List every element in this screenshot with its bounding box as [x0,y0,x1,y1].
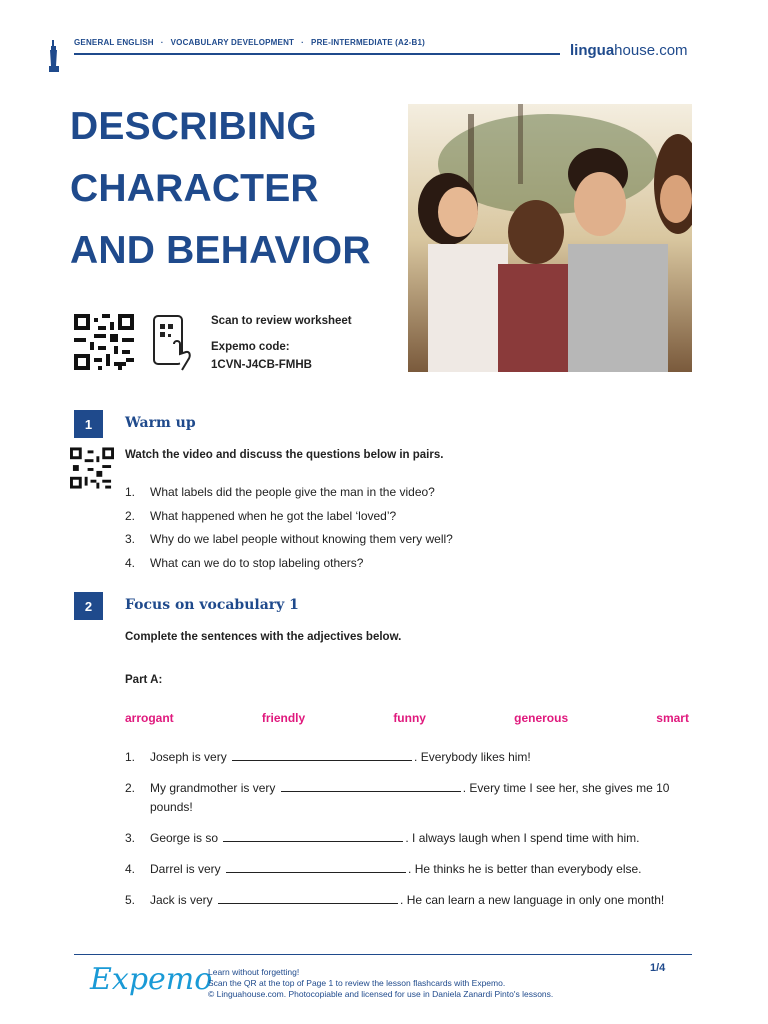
list-item: 2. My grandmother is very . Every time I see her, she gives me 10 pounds! [125,781,670,814]
scan-label: Scan to review worksheet [211,315,352,327]
word-bank-item: friendly [261,711,306,725]
section-2-number: 2 [74,592,103,620]
list-item: 5. Jack is very . He can learn a new language in only one month! [125,893,665,907]
expemo-logo[interactable]: Expemo [90,962,213,997]
section-2-title: Focus on vocabulary 1 [125,597,299,613]
expemo-code-label: Expemo code: [211,341,290,353]
footer-text: Learn without forgetting! Scan the QR at the top of Page 1 to review the lesson flashcards with Expemo. © Linguahouse.com. Photocopiable and licensed for use in Daniela Zanardi Pinto's lessons. [208,967,554,999]
answer-blank[interactable] [226,861,406,873]
list-item: 2. What happened when he got the label ‘loved’? [125,508,397,523]
section-1-title: Warm up [125,415,196,431]
breadcrumb-item: PRE-INTERMEDIATE (A2-B1) [311,38,426,47]
answer-blank[interactable] [218,892,398,904]
answer-blank[interactable] [232,749,412,761]
qr-code-icon[interactable] [74,314,134,370]
header-divider [74,53,560,55]
qr-code-icon[interactable] [70,447,114,489]
list-item: 3. George is so . I always laugh when I spend time with him. [125,831,640,845]
section-2-instruction: Complete the sentences with the adjectives below. [125,631,402,643]
gap-fill-sentences [125,748,695,922]
section-1-instruction: Watch the video and discuss the questions below in pairs. [125,449,444,461]
list-item: 1. What labels did the people give the man in the video? [125,485,435,499]
word-bank [125,711,689,725]
phone-scan-icon [152,314,192,372]
statue-of-liberty-icon [48,40,60,72]
section-1-number: 1 [74,410,103,438]
word-bank-item: funny [393,711,426,725]
friends-photo [408,104,692,372]
footer-divider [74,954,692,955]
breadcrumb-item: VOCABULARY DEVELOPMENT [170,38,295,47]
list-item: 4. What can we do to stop labeling others? [125,555,364,570]
list-item: 4. Darrel is very . He thinks he is better than everybody else. [125,862,642,876]
expemo-code: 1CVN-J4CB-FMHB [211,359,312,371]
answer-blank[interactable] [281,780,461,792]
page-number: 1/4 [650,962,666,974]
warm-up-questions [125,485,453,579]
breadcrumb: GENERAL ENGLISH · VOCABULARY DEVELOPMENT · PRE-INTERMEDIATE (A2-B1) [74,38,426,47]
breadcrumb-item: GENERAL ENGLISH [74,38,154,47]
list-item: 3. Why do we label people without knowing them very well? [125,532,453,546]
list-item: 1. Joseph is very . Everybody likes him! [125,750,531,764]
page-title: DESCRIBING CHARACTER AND BEHAVIOR [70,105,371,272]
linguahouse-logo[interactable]: linguahouse.com [570,42,688,59]
scan-instructions [211,314,352,384]
word-bank-item: smart [656,711,689,725]
word-bank-item: generous [514,711,569,725]
part-a-label: Part A: [125,674,163,686]
word-bank-item: arrogant [125,711,174,725]
answer-blank[interactable] [223,830,403,842]
